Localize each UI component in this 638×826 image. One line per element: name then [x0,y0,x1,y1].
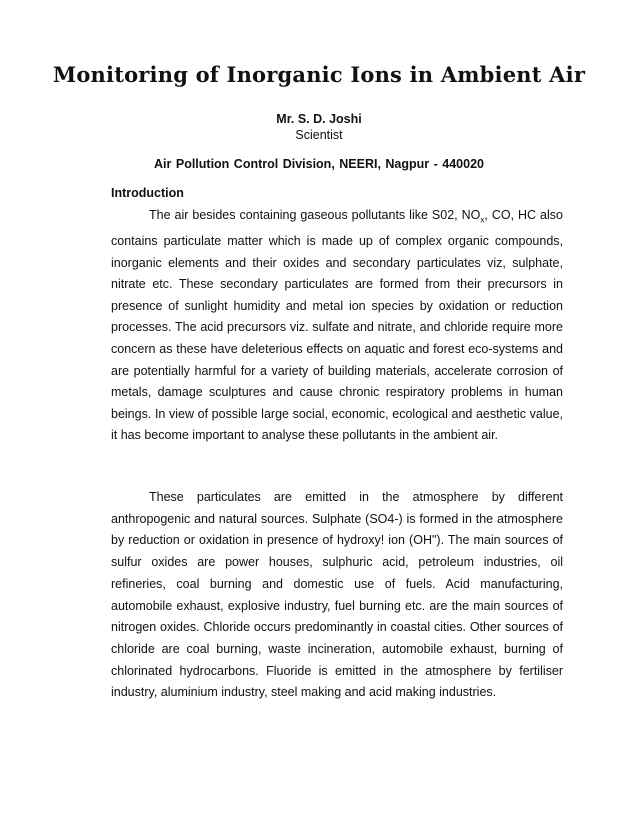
paragraph-1-part-a: The air besides containing gaseous pollutants like S02, NO [149,208,481,222]
paragraph-1 [111,205,563,447]
paper-title: Monitoring of Inorganic Ions in Ambient Air [52,62,586,87]
author-affiliation: Air Pollution Control Division, NEERI, Nagpur - 440020 [154,157,484,171]
section-heading: Introduction [111,186,184,200]
nox-subscript: x [480,215,485,225]
author-name: Mr. S. D. Joshi [276,112,362,126]
paragraph-2: These particulates are emitted in the atmosphere by different anthropogenic and natural sources. Sulphate (SO4-) is formed in the atmosphere by reduction or oxidation in presence of hydroxy! ion (OH"). The main sources of sulfur oxides are power houses, sulphuric acid, petroleum industries, oil refineries, coal burning and domestic use of fuels. Acid manufacturing, automobile exhaust, explosive industry, fuel burning etc. are the main sources of nitrogen oxides. Chloride occurs predominantly in coastal cities. Other sources of chloride are coal burning, waste incineration, automobile exhaust, burning of chlorinated hydrocarbons. Fluoride is emitted in the atmosphere by fertiliser industry, aluminium industry, steel making and acid making industries. [111,490,563,700]
author-role: Scientist [295,128,343,142]
paragraph-1-part-b: , CO, HC also contains particulate matter which is made up of complex organic compounds, inorganic elements and their oxides and secondary particulates viz, sulphate, nitrate etc. These secondary particulates are formed from their precursors in presence of sunlight humidity and metal ion species by oxidation or reduction processes. The acid precursors viz. sulfate and nitrate, and chloride require more concern as these have deleterious effects on aquatic and forest eco-systems and are potentially harmful for a variety of building materials, accelerate corrosion of metals, damage sculptures and cause chronic respiratory problems in human beings. In view of possible large social, economic, ecological and aesthetic value, it has become important to analyse these pollutants in the ambient air. [111,208,563,443]
